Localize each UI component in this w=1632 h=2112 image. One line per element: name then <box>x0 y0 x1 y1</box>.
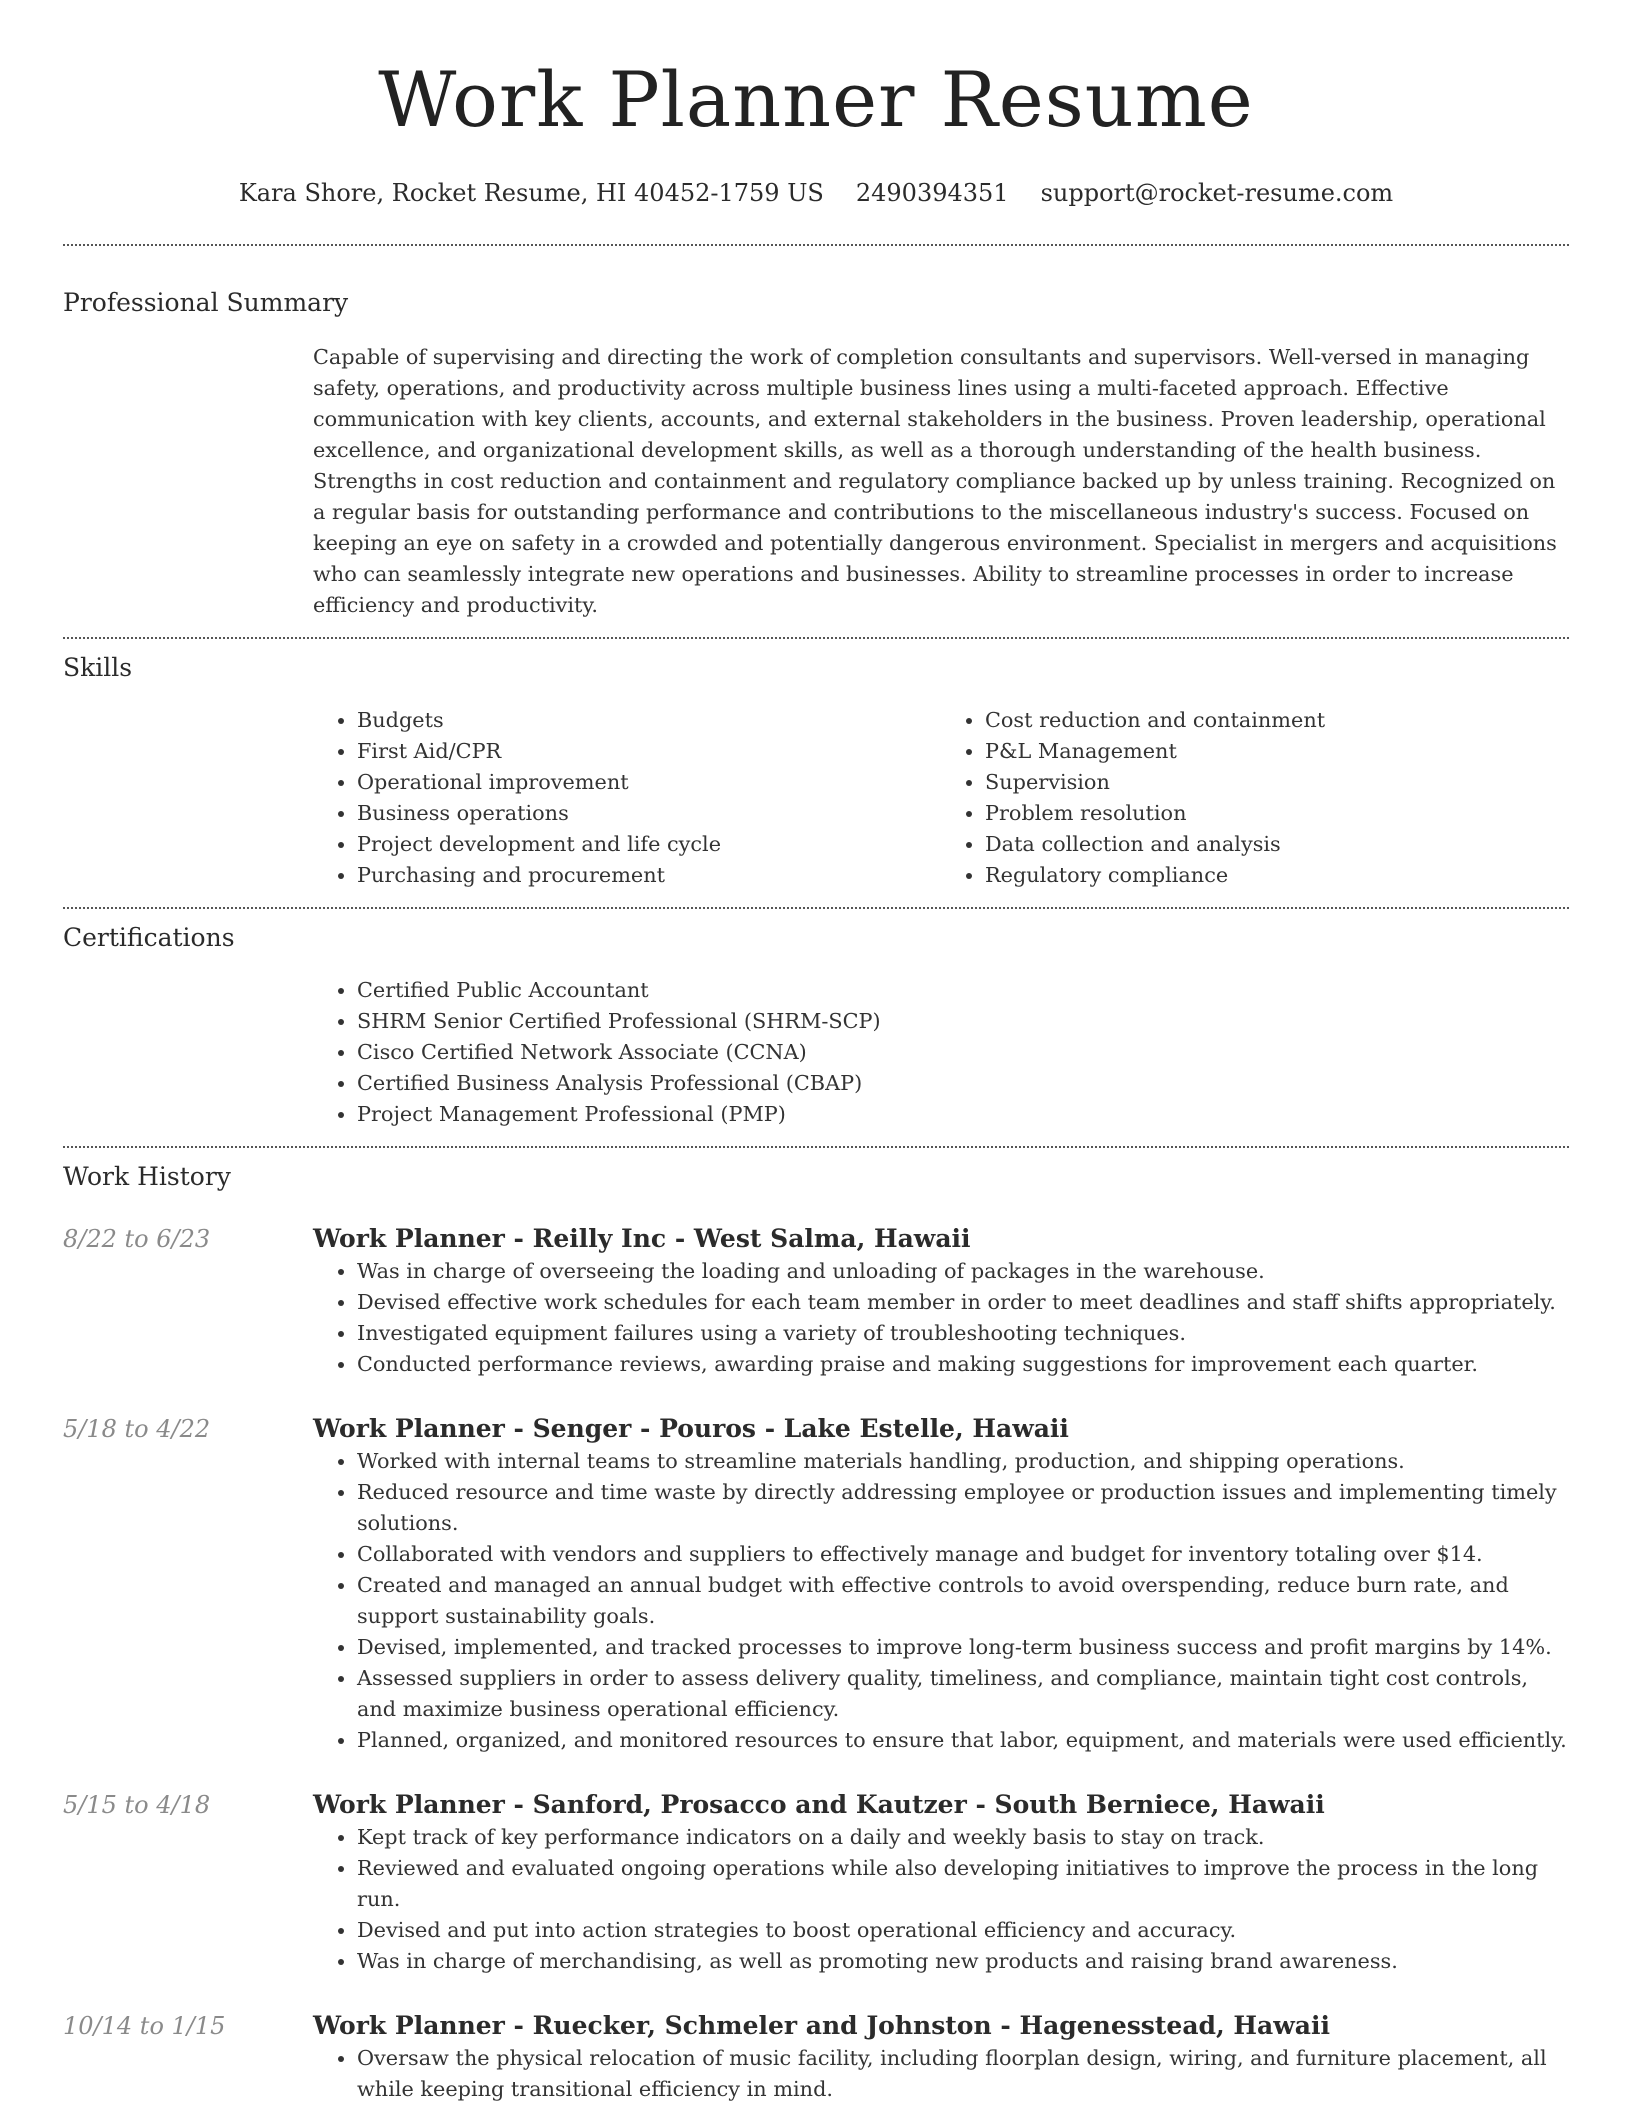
contact-line <box>0 176 1632 210</box>
job-title: Work Planner - Ruecker, Schmeler and Johnston - Hagenesstead, Hawaii <box>313 2011 1330 2040</box>
certification-item: • Certified Business Analysis Professional (CBAP) <box>357 1068 1569 1099</box>
certifications-heading: Certifications <box>63 923 235 952</box>
job-title: Work Planner - Sanford, Prosacco and Kautzer - South Berniece, Hawaii <box>313 1790 1325 1819</box>
job-bullet: • Collaborated with vendors and suppliers to effectively manage and budget for inventory totaling over $14. <box>357 1539 1569 1570</box>
job-bullet: • Kept track of key performance indicators on a daily and weekly basis to stay on track. <box>357 1822 1569 1853</box>
resume-header <box>0 0 1632 210</box>
job-bullet: • Investigated equipment failures using a variety of troubleshooting techniques. <box>357 1318 1569 1349</box>
job-bullet: • Assessed suppliers in order to assess delivery quality, timeliness, and compliance, maintain tight cost controls, and maximize business operational efficiency. <box>357 1663 1569 1725</box>
skill-item: • Business operations <box>357 798 941 829</box>
summary-heading: Professional Summary <box>63 288 349 317</box>
skill-item: • Budgets <box>357 705 941 736</box>
certification-item: • SHRM Senior Certified Professional (SHRM-SCP) <box>357 1006 1569 1037</box>
contact-phone: 2490394351 <box>855 179 1009 207</box>
skill-item: • Operational improvement <box>357 767 941 798</box>
job-bullet: • Planned, organized, and monitored resources to ensure that labor, equipment, and materials were used efficiently. <box>357 1725 1569 1756</box>
certifications-list <box>313 975 1569 1130</box>
job-entry <box>63 2009 1569 2105</box>
job-entry <box>63 1788 1569 1977</box>
job-title: Work Planner - Reilly Inc - West Salma, Hawaii <box>313 1224 971 1253</box>
skill-item: • First Aid/CPR <box>357 736 941 767</box>
skills-list-left <box>313 705 941 891</box>
job-bullet: • Devised effective work schedules for each team member in order to meet deadlines and staff shifts appropriately. <box>357 1287 1569 1318</box>
skills-grid <box>313 705 1569 907</box>
job-bullet: • Was in charge of merchandising, as well as promoting new products and raising brand awareness. <box>357 1946 1569 1977</box>
contact-email[interactable]: support@rocket-resume.com <box>1040 179 1394 207</box>
skill-item: • Purchasing and procurement <box>357 860 941 891</box>
skill-item: • Project development and life cycle <box>357 829 941 860</box>
work-history-section <box>0 1148 1632 2105</box>
job-bullet: • Reduced resource and time waste by directly addressing employee or production issues and implementing timely solutions. <box>357 1477 1569 1539</box>
job-bullet: • Devised and put into action strategies to boost operational efficiency and accuracy. <box>357 1915 1569 1946</box>
summary-section <box>0 246 1632 637</box>
skill-item: • Cost reduction and containment <box>985 705 1569 736</box>
skill-item: • Regulatory compliance <box>985 860 1569 891</box>
job-title: Work Planner - Senger - Pouros - Lake Estelle, Hawaii <box>313 1414 1069 1443</box>
resume-title: Work Planner Resume <box>378 55 1254 144</box>
job-bullet: • Worked with internal teams to streamline materials handling, production, and shipping operations. <box>357 1446 1569 1477</box>
skill-item: • Problem resolution <box>985 798 1569 829</box>
job-bullet: • Conducted performance reviews, awarding praise and making suggestions for improvement each quarter. <box>357 1349 1569 1380</box>
job-bullet: • Oversaw the physical relocation of music facility, including floorplan design, wiring, and furniture placement, all while keeping transitional efficiency in mind. <box>357 2043 1569 2105</box>
job-bullets <box>313 1446 1569 1756</box>
job-bullets <box>313 2043 1569 2105</box>
skills-section <box>0 639 1632 907</box>
skills-heading: Skills <box>63 653 133 682</box>
certification-item: • Certified Public Accountant <box>357 975 1569 1006</box>
skill-item: • Data collection and analysis <box>985 829 1569 860</box>
job-dates: 8/22 to 6/23 <box>63 1225 211 1253</box>
certifications-section <box>0 909 1632 1146</box>
job-bullets <box>313 1256 1569 1380</box>
job-bullet: • Was in charge of overseeing the loading and unloading of packages in the warehouse. <box>357 1256 1569 1287</box>
contact-address: Kara Shore, Rocket Resume, HI 40452-1759 US <box>238 179 824 207</box>
certification-item: • Cisco Certified Network Associate (CCNA) <box>357 1037 1569 1068</box>
summary-text: Capable of supervising and directing the work of completion consultants and supervisors. Well-versed in managing safety, operations, and productivity across multiple business lines using a multi-faceted approach. Effective communication with key clients, accounts, and external stakeholders in the business. Proven leadership, operational excellence, and organizational development skills, as well as a thorough understanding of the health business. Strengths in cost reduction and containment and regulatory compliance backed up by unless training. Recognized on a regular basis for outstanding performance and contributions to the miscellaneous industry's success. Focused on keeping an eye on safety in a crowded and potentially dangerous environment. Specialist in mergers and acquisitions who can seamlessly integrate new operations and businesses. Ability to streamline processes in order to increase efficiency and productivity. <box>313 345 1557 617</box>
job-bullet: • Devised, implemented, and tracked processes to improve long-term business success and profit margins by 14%. <box>357 1632 1569 1663</box>
skill-item: • P&L Management <box>985 736 1569 767</box>
job-dates: 5/15 to 4/18 <box>63 1791 211 1819</box>
job-bullet: • Reviewed and evaluated ongoing operations while also developing initiatives to improve the process in the long run. <box>357 1853 1569 1915</box>
job-entry <box>63 1222 1569 1380</box>
certification-item: • Project Management Professional (PMP) <box>357 1099 1569 1130</box>
skill-item: • Supervision <box>985 767 1569 798</box>
job-bullet: • Created and managed an annual budget with effective controls to avoid overspending, reduce burn rate, and support sustainability goals. <box>357 1570 1569 1632</box>
job-entry <box>63 1412 1569 1756</box>
job-bullets <box>313 1822 1569 1977</box>
job-dates: 5/18 to 4/22 <box>63 1415 211 1443</box>
job-dates: 10/14 to 1/15 <box>63 2012 226 2040</box>
skills-list-right <box>941 705 1569 891</box>
work-history-heading: Work History <box>63 1162 231 1191</box>
